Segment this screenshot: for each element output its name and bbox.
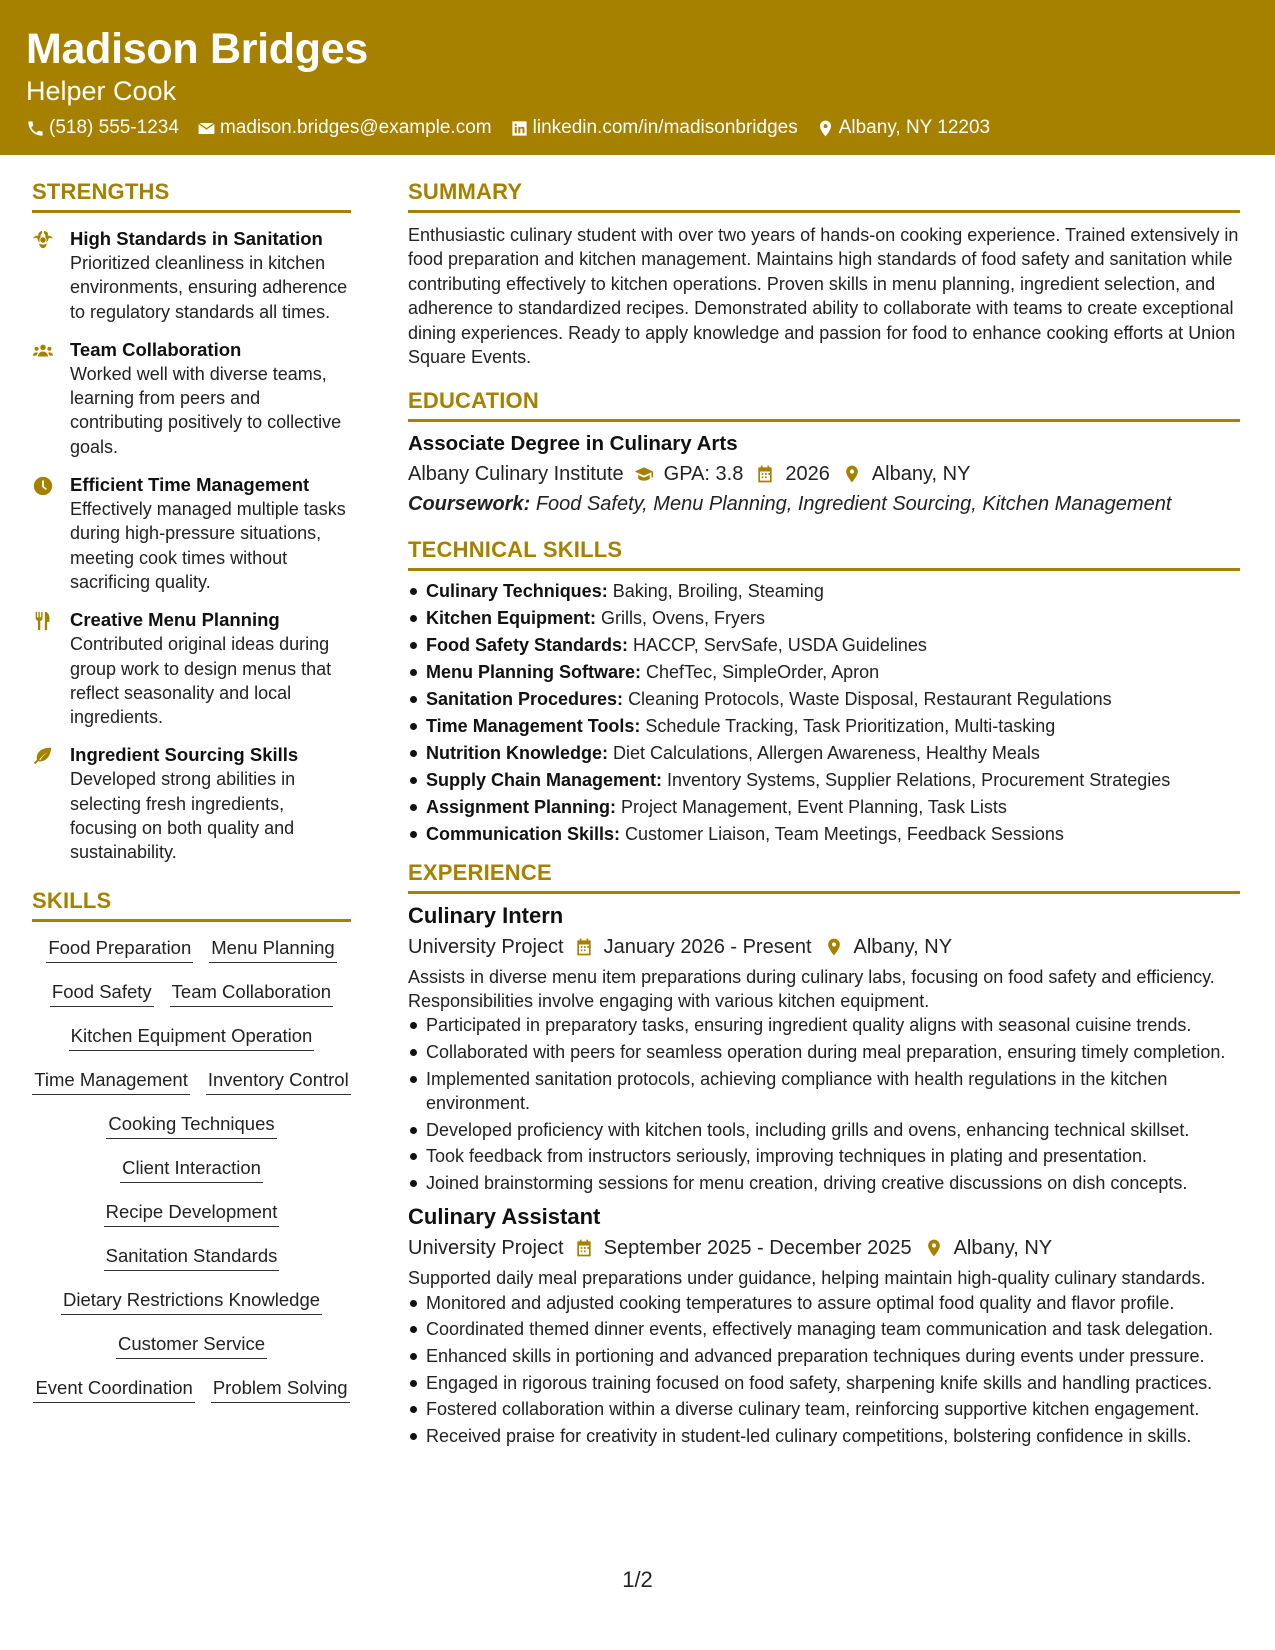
list-item: Received praise for creativity in student-led culinary competitions, bolstering confidence in skills. <box>408 1424 1240 1448</box>
strength-desc: Effectively managed multiple tasks during high-pressure situations, meeting cook times without sacrificing quality. <box>70 499 346 592</box>
contact-location <box>816 116 990 140</box>
utensils-icon <box>32 610 54 632</box>
map-pin-icon <box>924 1238 944 1258</box>
contact-bar <box>26 116 1249 140</box>
list-item: Food Safety Standards: HACCP, ServSafe, USDA Guidelines <box>408 633 1240 657</box>
job-description: Assists in diverse menu item preparations during culinary labs, focusing on food safety and efficiency. Responsibilities involve engaging with various kitchen equipment. <box>408 966 1215 1011</box>
job-dates: September 2025 - December 2025 <box>603 1237 912 1260</box>
school-name: Albany Culinary Institute <box>408 463 624 486</box>
skill-tag: Team Collaboration <box>170 976 333 1007</box>
strength-item <box>32 227 351 324</box>
skill-tag: Problem Solving <box>211 1372 350 1403</box>
coursework-line <box>408 490 1240 518</box>
technical-skills-heading: TECHNICAL SKILLS <box>408 536 1240 571</box>
degree-title: Associate Degree in Culinary Arts <box>408 432 738 456</box>
list-item: Sanitation Procedures: Cleaning Protocols, Waste Disposal, Restaurant Regulations <box>408 687 1240 711</box>
contact-phone <box>26 116 179 140</box>
list-item: Engaged in rigorous training focused on food safety, sharpening knife skills and handling practices. <box>408 1371 1240 1395</box>
contact-email[interactable] <box>197 116 492 140</box>
skills-list <box>32 932 351 1416</box>
list-item: Supply Chain Management: Inventory Systems, Supplier Relations, Procurement Strategies <box>408 768 1240 792</box>
job-title: Culinary Assistant <box>408 1204 601 1230</box>
job-bullets <box>408 1013 1240 1195</box>
strength-item <box>32 338 351 459</box>
strength-desc: Worked well with diverse teams, learning from peers and contributing positively to collective goals. <box>70 363 342 457</box>
list-item: Took feedback from instructors seriously, improving techniques in plating and presentation. <box>408 1144 1240 1168</box>
list-item: Culinary Techniques: Baking, Broiling, Steaming <box>408 579 1240 603</box>
job-org: University Project <box>408 1237 564 1260</box>
clock-icon <box>32 475 54 497</box>
list-item: Collaborated with peers for seamless operation during meal preparation, ensuring timely completion. <box>408 1040 1240 1064</box>
list-item: Time Management Tools: Schedule Tracking, Task Prioritization, Multi-tasking <box>408 714 1240 738</box>
skill-tag: Event Coordination <box>33 1372 194 1403</box>
strength-desc: Prioritized cleanliness in kitchen environments, ensuring adherence to regulatory standards all times. <box>70 253 348 322</box>
skill-tag: Time Management <box>32 1064 190 1095</box>
job-bullets <box>408 1291 1240 1449</box>
skill-tag: Client Interaction <box>120 1152 263 1183</box>
list-item: Implemented sanitation protocols, achieving compliance with health regulations in the kitchen environment. <box>408 1067 1240 1116</box>
phone-icon <box>26 119 45 138</box>
list-item: Kitchen Equipment: Grills, Ovens, Fryers <box>408 606 1240 630</box>
job-dates: January 2026 - Present <box>603 935 812 958</box>
map-pin-icon <box>816 119 835 138</box>
right-column <box>408 178 1240 1451</box>
coursework-label: Coursework: <box>408 493 531 516</box>
strength-item <box>32 743 351 864</box>
job-meta <box>408 1234 1240 1262</box>
skill-tag: Cooking Techniques <box>106 1108 276 1139</box>
envelope-icon <box>197 119 216 138</box>
list-item: Nutrition Knowledge: Diet Calculations, Allergen Awareness, Healthy Meals <box>408 741 1240 765</box>
list-item: Joined brainstorming sessions for menu creation, driving creative discussions on dish concepts. <box>408 1171 1240 1195</box>
graduation-year: 2026 <box>785 463 830 486</box>
summary-heading: SUMMARY <box>408 178 1240 213</box>
phone-text: (518) 555-1234 <box>49 117 179 138</box>
strength-title: Team Collaboration <box>70 338 242 360</box>
email-link[interactable]: madison.bridges@example.com <box>219 117 492 138</box>
leaf-icon <box>32 745 54 767</box>
calendar-icon <box>755 464 775 484</box>
strength-title: Ingredient Sourcing Skills <box>70 744 299 766</box>
page-number: 1/2 <box>622 1567 653 1592</box>
job-description: Supported daily meal preparations under guidance, helping maintain high-quality culinary standards. <box>408 1268 1206 1289</box>
job-meta <box>408 933 1240 961</box>
resume-header <box>0 0 1275 155</box>
list-item: Assignment Planning: Project Management, Event Planning, Task Lists <box>408 795 1240 819</box>
education-meta <box>408 460 1240 488</box>
list-item: Participated in preparatory tasks, ensuring ingredient quality aligns with seasonal cuisine trends. <box>408 1013 1240 1037</box>
left-column <box>32 178 351 1416</box>
calendar-icon <box>574 1238 594 1258</box>
skill-tag: Recipe Development <box>104 1196 280 1227</box>
candidate-role: Helper Cook <box>26 76 177 106</box>
strengths-heading: STRENGTHS <box>32 178 351 213</box>
strength-item <box>32 473 351 594</box>
education-location: Albany, NY <box>871 463 971 486</box>
skill-tag: Inventory Control <box>206 1064 351 1095</box>
skill-tag: Food Safety <box>50 976 154 1007</box>
job-entry <box>408 1203 1240 1448</box>
contact-linkedin[interactable] <box>510 116 798 140</box>
job-location: Albany, NY <box>953 1237 1053 1260</box>
coursework-text: Food Safety, Menu Planning, Ingredient Sourcing, Kitchen Management <box>535 493 1172 516</box>
skill-tag: Kitchen Equipment Operation <box>69 1020 315 1051</box>
list-item: Enhanced skills in portioning and advanced preparation techniques during events under pressure. <box>408 1344 1240 1368</box>
strength-desc: Contributed original ideas during group work to design menus that reflect seasonality and local ingredients. <box>70 634 332 728</box>
skill-tag: Dietary Restrictions Knowledge <box>61 1284 322 1315</box>
job-entry <box>408 902 1240 1196</box>
strength-title: Creative Menu Planning <box>70 609 280 631</box>
experience-heading: EXPERIENCE <box>408 859 1240 894</box>
users-icon <box>32 340 54 362</box>
biohazard-icon <box>32 229 54 251</box>
strength-desc: Developed strong abilities in selecting fresh ingredients, focusing on both quality and sustainability. <box>70 769 296 863</box>
technical-skills-list <box>408 579 1240 846</box>
skills-heading: SKILLS <box>32 887 351 922</box>
list-item: Menu Planning Software: ChefTec, SimpleOrder, Apron <box>408 660 1240 684</box>
strength-title: Efficient Time Management <box>70 474 310 496</box>
linkedin-link[interactable]: linkedin.com/in/madisonbridges <box>532 117 798 138</box>
job-org: University Project <box>408 935 564 958</box>
linkedin-icon <box>510 119 529 138</box>
skill-tag: Food Preparation <box>46 932 193 963</box>
skill-tag: Sanitation Standards <box>104 1240 280 1271</box>
job-location: Albany, NY <box>853 935 953 958</box>
skill-tag: Customer Service <box>116 1328 267 1359</box>
education-heading: EDUCATION <box>408 387 1240 422</box>
list-item: Monitored and adjusted cooking temperatures to assure optimal food quality and flavor profile. <box>408 1291 1240 1315</box>
list-item: Developed proficiency with kitchen tools, including grills and ovens, enhancing technical skillset. <box>408 1118 1240 1142</box>
calendar-icon <box>574 937 594 957</box>
graduation-cap-icon <box>634 464 654 484</box>
strength-title: High Standards in Sanitation <box>70 228 323 249</box>
summary-text: Enthusiastic culinary student with over two years of hands-on cooking experience. Trained extensively in food preparation and kitchen management. Maintains high standards of food safety and sanitation while contributing effectively to kitchen operations. Proven skills in menu planning, ingredient selection, and adherence to standardized recipes. Demonstrated ability to collaborate with teams to create exceptional dining experiences. Ready to apply knowledge and passion for food to enhance cooking efforts at Union Square Events. <box>408 225 1239 368</box>
location-text: Albany, NY 12203 <box>838 117 991 138</box>
strength-item <box>32 608 351 729</box>
map-pin-icon <box>842 464 862 484</box>
list-item: Fostered collaboration within a diverse culinary team, reinforcing supportive kitchen engagement. <box>408 1397 1240 1421</box>
candidate-name: Madison Bridges <box>26 25 368 73</box>
gpa-text: GPA: 3.8 <box>663 463 744 486</box>
map-pin-icon <box>824 937 844 957</box>
list-item: Communication Skills: Customer Liaison, Team Meetings, Feedback Sessions <box>408 822 1240 846</box>
job-title: Culinary Intern <box>408 902 564 928</box>
list-item: Coordinated themed dinner events, effectively managing team communication and task delegation. <box>408 1317 1240 1341</box>
skill-tag: Menu Planning <box>209 932 336 963</box>
